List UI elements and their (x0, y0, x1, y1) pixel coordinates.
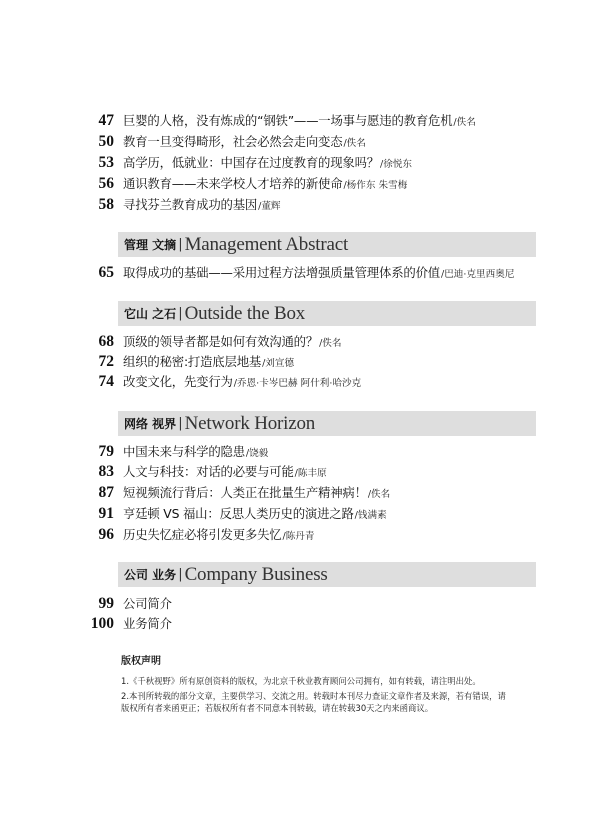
article-title: 组织的秘密:打造底层地基 (123, 354, 262, 369)
article-title: 业务简介 (123, 616, 172, 631)
toc-entry[interactable] (90, 372, 361, 392)
toc-entry[interactable] (90, 195, 281, 215)
article-author: /巴迪·克里西奥尼 (440, 269, 515, 280)
article-title: 高学历，低就业：中国存在过度教育的现象吗？ (123, 155, 380, 170)
page-number: 47 (98, 112, 114, 129)
section-title-en: Outside the Box (184, 302, 306, 324)
section-title-cn: 网络 视界 (124, 417, 177, 431)
article-author: /佚名 (453, 117, 476, 128)
article-title: 历史失忆症必将引发更多失忆 (123, 527, 282, 542)
toc-entry[interactable] (90, 352, 294, 372)
section-title-cn: 它山 之石 (124, 307, 177, 321)
page-number: 56 (98, 175, 114, 192)
copyright-notice (121, 652, 511, 717)
article-title: 顶级的领导者都是如何有效沟通的？ (123, 334, 319, 349)
section-separator: | (178, 416, 183, 431)
article-title: 短视频流行背后：人类正在批量生产精神病！ (123, 485, 367, 500)
article-author: /董辉 (258, 201, 281, 212)
article-title: 改变文化，先变行为 (123, 374, 233, 389)
page-number: 100 (90, 615, 114, 632)
page-number: 50 (98, 133, 114, 150)
page-number: 65 (98, 264, 114, 281)
article-author: /佚名 (319, 338, 342, 349)
page-number: 79 (98, 443, 114, 460)
article-author: /佚名 (343, 138, 366, 149)
section-title-en: Company Business (184, 563, 328, 585)
toc-entry[interactable] (90, 132, 366, 152)
article-author: /刘宣德 (262, 358, 295, 369)
section-separator: | (178, 567, 183, 582)
page-number: 99 (98, 595, 114, 612)
article-author: /佚名 (367, 489, 391, 500)
article-author: /徐悦东 (380, 159, 413, 170)
section-title-cn: 公司 业务 (124, 568, 177, 582)
article-author: /饶毅 (245, 448, 269, 459)
toc-entry[interactable] (90, 263, 514, 283)
copyright-paragraph: 1.《千秋视野》所有原创资料的版权，为北京千秋业教育顾问公司拥有，如有转载，请注明出处。 (121, 676, 481, 686)
page-number: 72 (98, 353, 114, 370)
page-number: 74 (98, 373, 114, 390)
article-title: 寻找芬兰教育成功的基因 (123, 197, 258, 212)
toc-entry[interactable] (90, 594, 172, 614)
section-separator: | (178, 237, 183, 252)
article-title: 亨廷顿 VS 福山：反思人类历史的演进之路 (123, 506, 354, 521)
page-number: 87 (98, 484, 114, 501)
toc-entry[interactable] (90, 462, 327, 482)
article-title: 巨婴的人格，没有炼成的“钢铁”——一场事与愿违的教育危机 (123, 113, 453, 128)
article-title: 中国未来与科学的隐患 (123, 444, 245, 459)
page-number: 58 (98, 196, 114, 213)
article-title: 教育一旦变得畸形，社会必然会走向变态 (123, 134, 343, 149)
article-title: 通识教育——未来学校人才培养的新使命 (123, 176, 343, 191)
section-title-en: Management Abstract (184, 233, 349, 255)
article-author: /陈丹青 (282, 531, 315, 542)
copyright-heading: 版权声明 (121, 656, 161, 667)
toc-entry[interactable] (90, 153, 412, 173)
page-number: 53 (98, 154, 114, 171)
article-author: /杨作东 朱雪梅 (343, 180, 408, 191)
section-header-outside-the-box (118, 301, 536, 326)
toc-entry[interactable] (90, 614, 172, 634)
section-header-management (118, 232, 536, 257)
section-header-network-horizon (118, 411, 536, 436)
toc-entry[interactable] (90, 442, 268, 462)
toc-entry[interactable] (90, 525, 315, 545)
article-title: 公司简介 (123, 596, 172, 611)
toc-entry[interactable] (90, 174, 407, 194)
article-title: 取得成功的基础——采用过程方法增强质量管理体系的价值 (123, 265, 440, 280)
page-number: 83 (98, 463, 114, 480)
copyright-paragraph: 2.本刊所转载的部分文章，主要供学习、交流之用。转载时本刊尽力查证文章作者及来源，若有错误，请版权所有者来函更正；若版权所有者不同意本刊转载，请在转载30天之内来函商议。 (121, 690, 506, 713)
toc-entry[interactable] (90, 483, 390, 503)
page-number: 91 (98, 505, 114, 522)
section-header-company-business (118, 562, 536, 587)
article-author: /乔恩·卡岑巴赫 阿什利·哈沙克 (233, 378, 362, 389)
article-author: /陈丰原 (294, 468, 327, 479)
section-separator: | (178, 306, 183, 321)
article-title: 人文与科技：对话的必要与可能 (123, 464, 294, 479)
section-title-en: Network Horizon (184, 412, 316, 434)
toc-entry[interactable] (90, 111, 476, 131)
page-number: 96 (98, 526, 114, 543)
article-author: /钱满素 (354, 510, 387, 521)
page-number: 68 (98, 333, 114, 350)
section-title-cn: 管理 文摘 (124, 238, 177, 252)
toc-entry[interactable] (90, 504, 387, 524)
toc-entry[interactable] (90, 332, 341, 352)
